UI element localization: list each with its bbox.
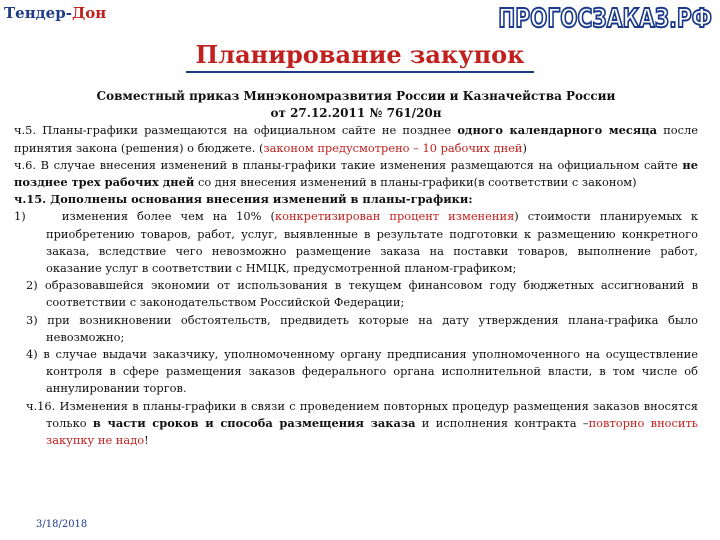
paragraph-15-heading: ч.15. Дополнены основания внесения изменений в планы-графики:: [14, 192, 473, 207]
subtitle-line-1: Совместный приказ Минэкономразвития России и Казначейства России: [96, 89, 616, 103]
page-title: Планирование закупок: [186, 40, 535, 73]
list-item-1: [14, 208, 698, 277]
document-body: [14, 88, 698, 449]
p5-text-a: ч.5. Планы-графики размещаются на официальном сайте не позднее: [14, 123, 458, 138]
list-item-4: 4) в случае выдачи заказчику, уполномоченному органу предписания уполномоченного на осуществление контроля в сфере размещения заказов федерального органа исполнительной власти, в том числе об аннулировании торгов.: [26, 347, 698, 396]
p16-text-a: ч.16. Изменения в планы-графики в связи с проведением повторных процедур размещения заказов вносятся только: [26, 398, 698, 430]
paragraph-6: [14, 157, 698, 191]
p6-text-c: со дня внесения изменений в планы-графики(в соответствии с законом): [194, 175, 637, 190]
brand-left-accent: Дон: [71, 4, 107, 22]
p16-text-e: !: [144, 433, 149, 448]
p5-text-d: законом предусмотрено – 10 рабочих дней: [263, 140, 523, 155]
brand-logo-tender-don: [4, 4, 106, 22]
list-item-3: 3) при возникновении обстоятельств, предвидеть которые на дату утверждения плана-графика было невозможно;: [26, 312, 698, 344]
paragraph-5: [14, 122, 698, 156]
list-item-2: 2) образовавшейся экономии от использования в текущем финансовом году бюджетных ассигнований в соответствии с законодательством Российской Федерации;: [26, 278, 698, 310]
item1-text-c: ) стоимости планируемых к приобретению товаров, работ, услуг, выявленные в результате подготовки к размещению конкретного заказа, вследствие чего невозможно размещение заказа на поставки товаров, выполнение работ, оказание услуг в соответствии с НМЦК, предусмотренной планом-графиком;: [46, 209, 698, 276]
subtitle-line-2: от 27.12.2011 № 761/20н: [270, 106, 442, 121]
p5-text-e: ): [522, 140, 527, 155]
p6-text-b: не позднее трех рабочих дней: [14, 157, 698, 190]
p16-text-c: и исполнения контракта –: [415, 415, 589, 430]
item1-text-b: конкретизирован процент изменения: [274, 209, 515, 224]
p16-text-d: повторно вносить закупку не надо: [46, 415, 698, 448]
brand-left-main: Тендер-: [4, 4, 72, 22]
item1-text-a: 1) изменения более чем на 10% (: [14, 209, 275, 224]
brand-logo-progoszakaz: ПРОГОСЗАКАЗ.РФ: [498, 4, 712, 34]
paragraph-16: [14, 398, 698, 450]
p16-text-b: в части сроков и способа размещения заказа: [92, 415, 416, 430]
p5-text-b: одного календарного месяца: [457, 123, 658, 138]
title-container: [0, 40, 720, 73]
footer-date: 3/18/2018: [36, 519, 88, 530]
p6-text-a: ч.6. В случае внесения изменений в планы-графики такие изменения размещаются на официальном сайте: [14, 157, 683, 172]
p5-text-c: после принятия закона (решения) о бюджете. (: [14, 123, 698, 155]
